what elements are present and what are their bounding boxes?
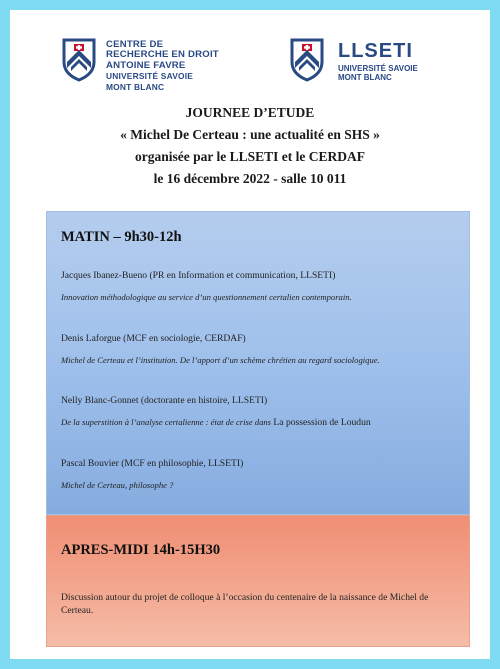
talk-title-italic: Innovation méthodologique au service d’un questionnement certalien contemporain.: [61, 292, 352, 302]
speaker-entry: [61, 458, 461, 491]
speaker-name: Nelly Blanc-Gonnet (doctorante en histoire, LLSETI): [61, 395, 268, 406]
speaker-name: Jacques Ibanez-Bueno (PR en Information et communication, LLSETI): [61, 270, 336, 281]
talk-title-italic: De la superstition à l’analyse certalienne : état de crise dans: [61, 417, 272, 427]
event-organizers: organisée par le LLSETI et le CERDAF: [135, 149, 365, 164]
afternoon-description: Discussion autour du projet de colloque à l’occasion du centenaire de la naissance de Michel de Certeau.: [61, 592, 429, 616]
speaker-entry: [61, 333, 461, 366]
llseti-logo-subtitle: [338, 64, 418, 82]
cerdaf-logo-line: CENTRE DE: [106, 39, 164, 50]
llseti-shield-logo-icon: [290, 38, 324, 82]
event-type: JOURNEE D’ETUDE: [185, 105, 315, 120]
talk-title: [61, 354, 461, 366]
llseti-logo-sub-line: MONT BLANC: [338, 73, 392, 82]
talk-title-italic: Michel de Certeau, philosophe ?: [61, 480, 174, 490]
logos-header: [10, 34, 490, 106]
llseti-logo-sub-line: UNIVERSITÉ SAVOIE: [338, 64, 418, 73]
talk-title: [61, 479, 461, 491]
event-title: « Michel De Certeau : une actualité en SHS »: [120, 127, 380, 142]
event-heading: [10, 102, 490, 190]
speaker-entry: [61, 395, 461, 429]
event-date-room: le 16 décembre 2022 - salle 10 011: [153, 171, 347, 186]
flyer-page: [10, 10, 490, 659]
cerdaf-logo-line: ANTOINE FAVRE: [106, 59, 186, 71]
morning-session-title: MATIN – 9h30-12h: [61, 229, 182, 245]
afternoon-session-title: APRES-MIDI 14h-15H30: [61, 542, 221, 558]
cerdaf-logo-line: RECHERCHE EN DROIT: [106, 49, 219, 61]
speaker-entry: [61, 270, 461, 303]
cerdaf-shield-logo-icon: [62, 38, 96, 82]
talk-title-italic: Michel de Certeau et l’institution. De l’apport d’un schème chrétien au regard sociologique.: [61, 355, 380, 365]
afternoon-session-panel: [46, 515, 470, 647]
llseti-logo-name: LLSETI: [338, 40, 413, 62]
book-title: La possession de Loudun: [271, 417, 371, 428]
cerdaf-logo-text: [106, 40, 219, 92]
speaker-name: Pascal Bouvier (MCF en philosophie, LLSETI): [61, 458, 244, 469]
cerdaf-logo-line: MONT BLANC: [106, 81, 165, 92]
talk-title: [61, 416, 461, 429]
speaker-name: Denis Laforgue (MCF en sociologie, CERDAF): [61, 333, 246, 344]
talk-title: [61, 291, 461, 303]
cerdaf-logo-line: UNIVERSITÉ SAVOIE: [106, 71, 194, 82]
morning-session-panel: [46, 211, 470, 515]
